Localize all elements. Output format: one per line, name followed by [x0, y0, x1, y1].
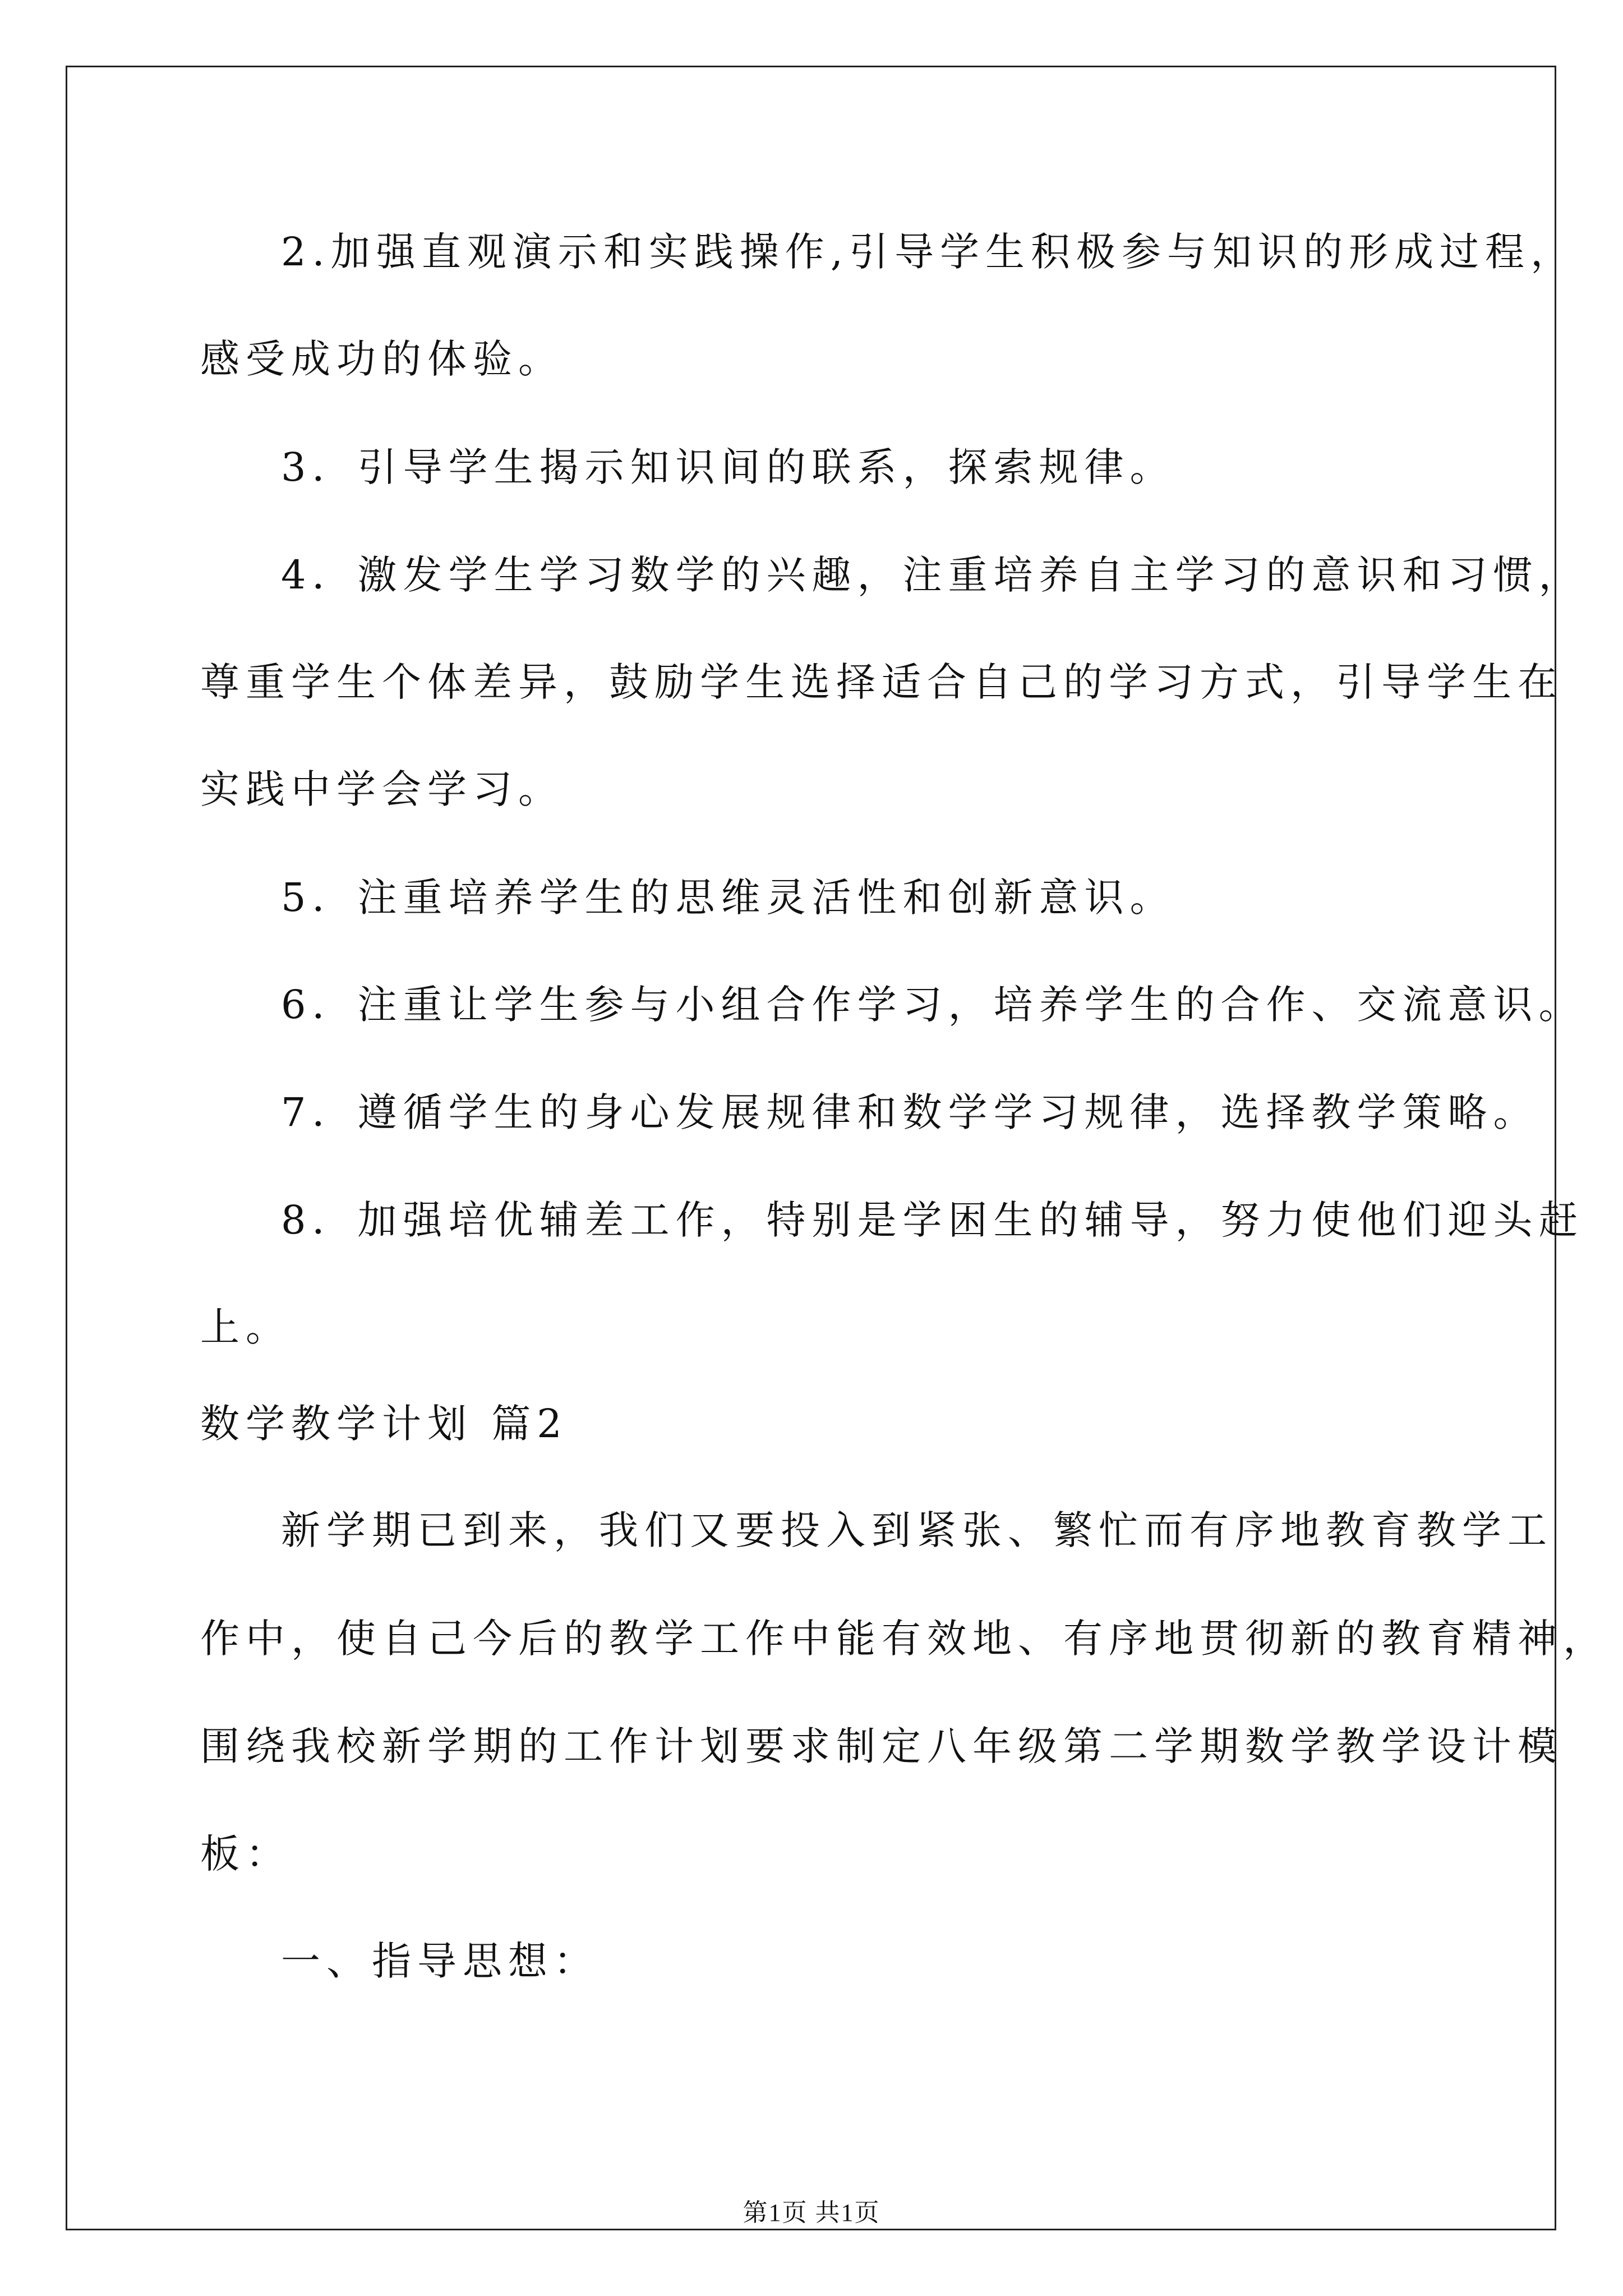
paragraph-line: 感受成功的体验。: [200, 336, 564, 382]
page-footer: 第1页 共1页: [743, 2199, 880, 2226]
paragraph-line: 新学期已到来，我们又要投入到紧张、繁忙而有序地教育教学工: [281, 1507, 1553, 1553]
paragraph-line: 5．注重培养学生的思维灵活性和创新意识。: [281, 875, 1175, 921]
paragraph-line: 4．激发学生学习数学的兴趣，注重培养自主学习的意识和习惯，: [281, 552, 1584, 598]
paragraph-line: 6．注重让学生参与小组合作学习，培养学生的合作、交流意识。: [281, 982, 1584, 1028]
paragraph-line: 实践中学会学习。: [200, 766, 564, 812]
paragraph-line: 7．遵循学生的身心发展规律和数学学习规律，选择教学策略。: [281, 1089, 1539, 1135]
page-border: [66, 66, 1556, 2230]
paragraph-line: 2.加强直观演示和实践操作,引导学生积极参与知识的形成过程，: [281, 229, 1576, 275]
paragraph-line: 一、指导思想：: [281, 1938, 599, 1984]
paragraph-line: 作中，使自己今后的教学工作中能有效地、有序地贯彻新的教育精神，: [200, 1616, 1608, 1662]
paragraph-line: 3．引导学生揭示知识间的联系，探索规律。: [281, 444, 1175, 490]
paragraph-line: 8．加强培优辅差工作，特别是学困生的辅导，努力使他们迎头赶: [281, 1197, 1584, 1243]
paragraph-line: 上。: [200, 1304, 291, 1350]
section-heading: 数学教学计划 篇2: [200, 1401, 568, 1447]
paragraph-line: 围绕我校新学期的工作计划要求制定八年级第二学期数学教学设计模: [200, 1723, 1563, 1769]
paragraph-line: 尊重学生个体差异，鼓励学生选择适合自己的学习方式，引导学生在: [200, 659, 1563, 705]
paragraph-line: 板：: [200, 1831, 291, 1877]
